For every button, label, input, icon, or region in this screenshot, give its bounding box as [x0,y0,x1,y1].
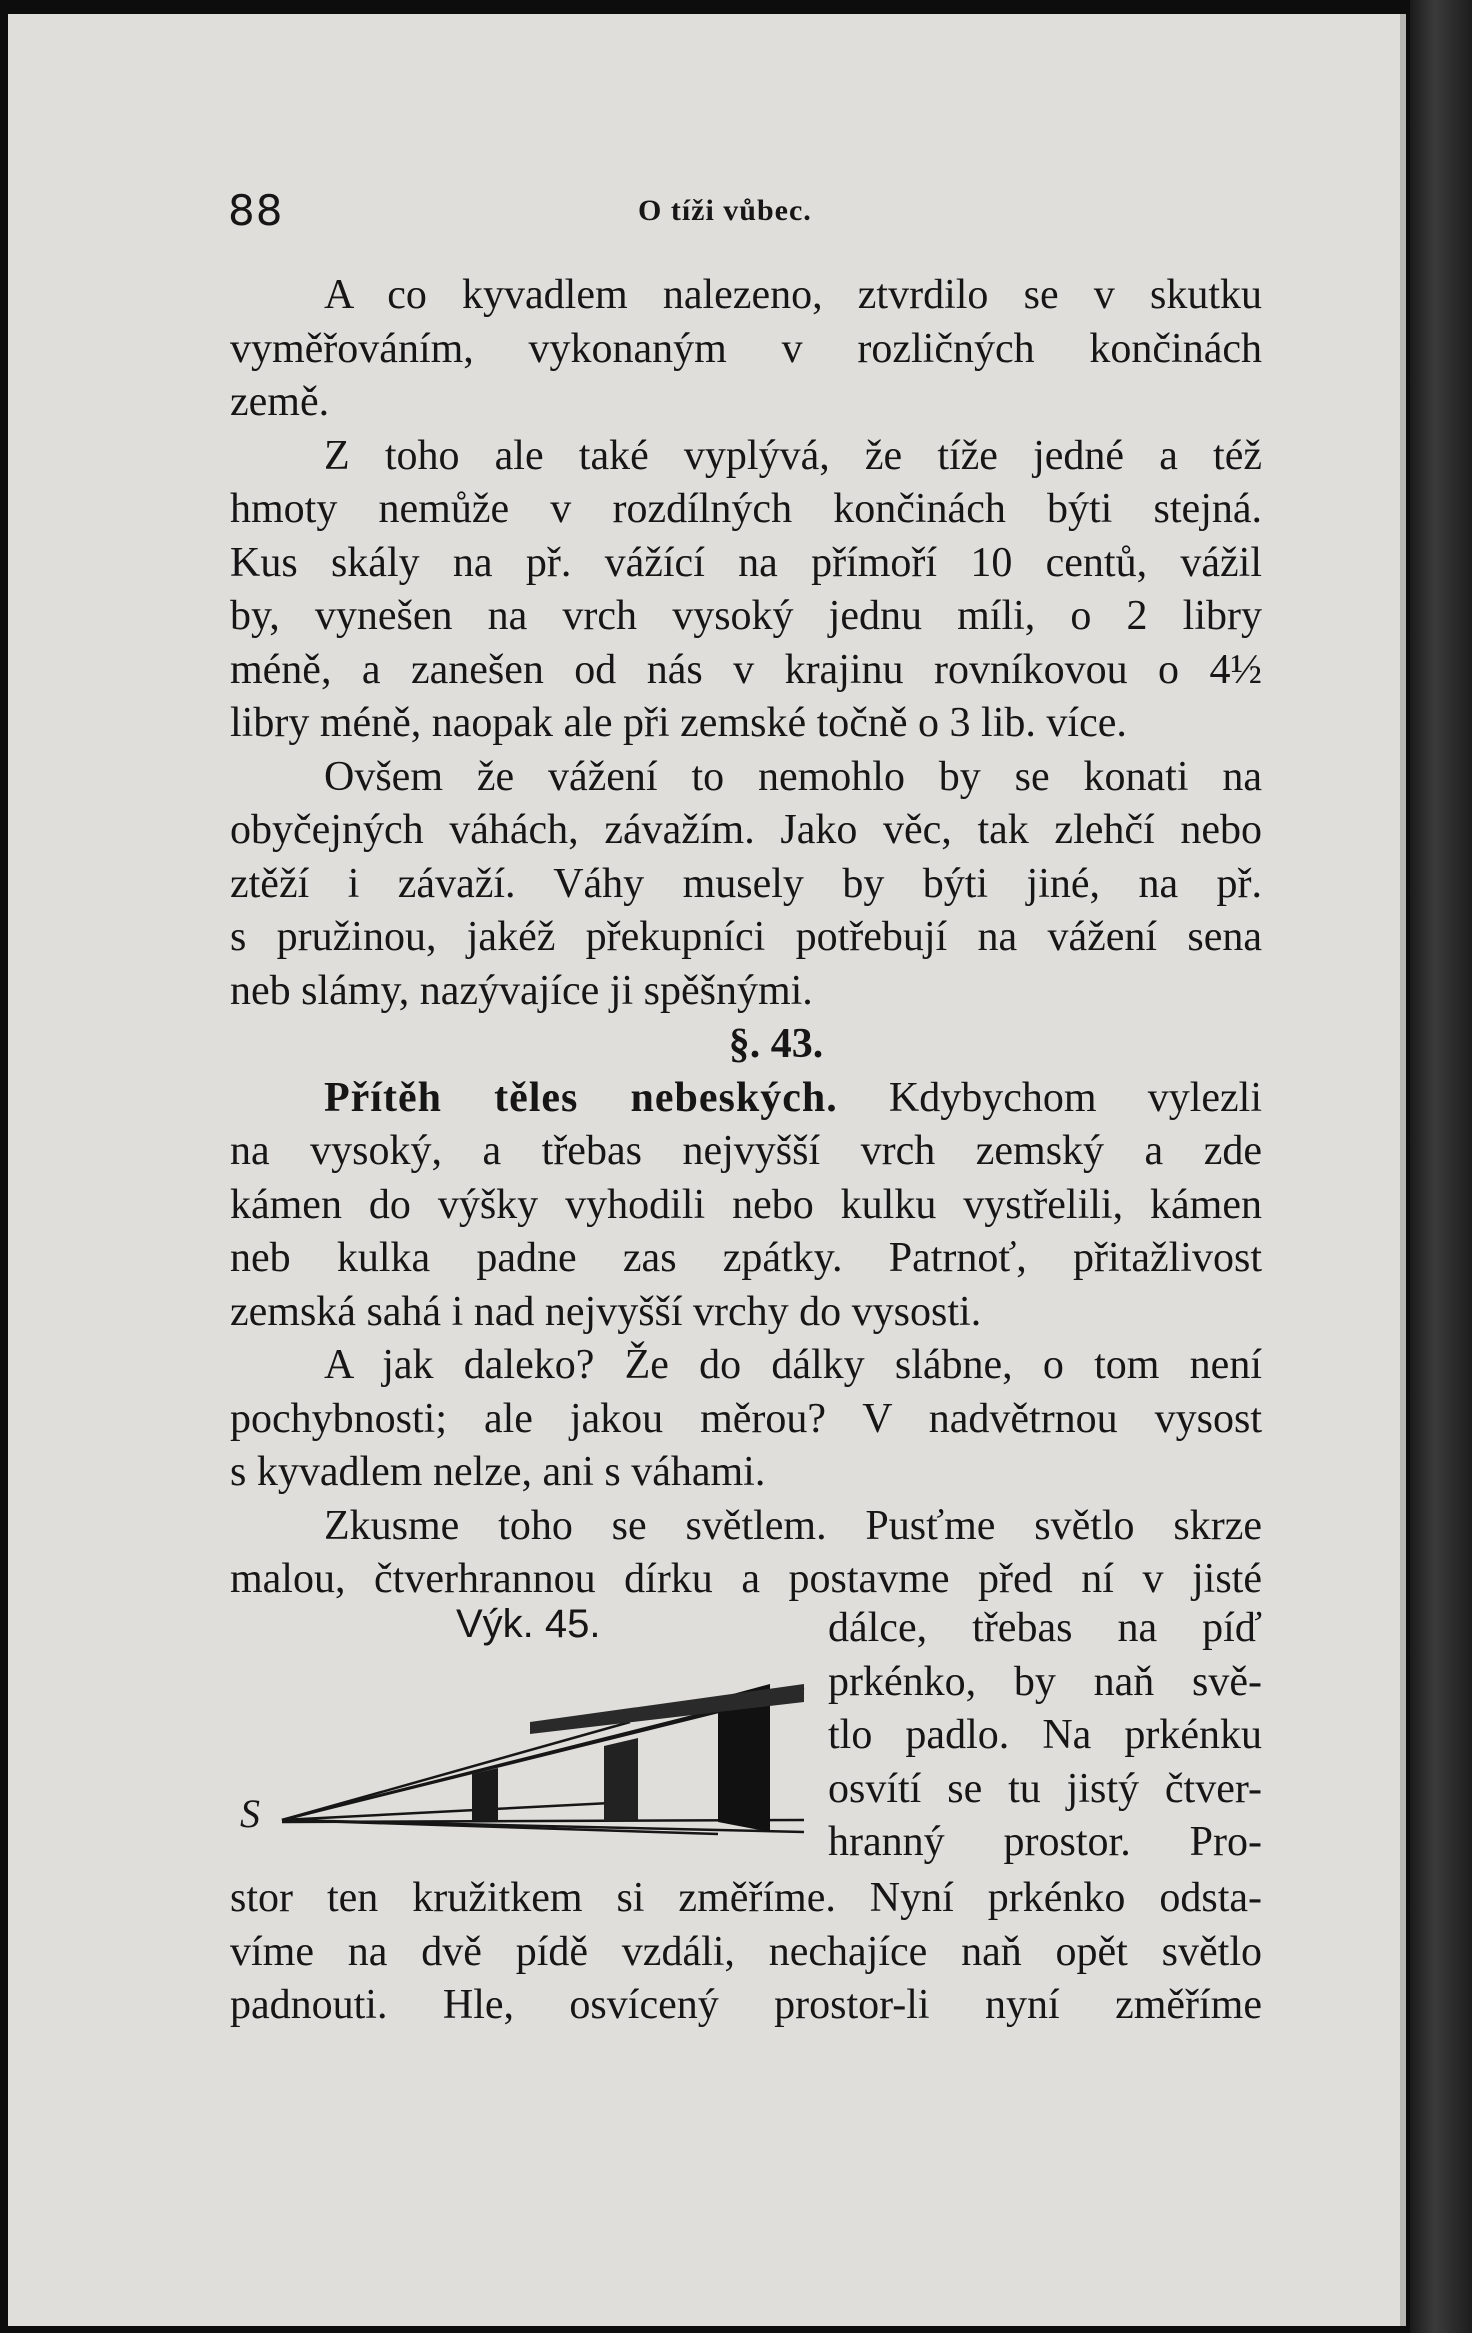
body-text-continued [230,1872,1262,2033]
book-page [8,14,1406,2326]
text-line: obyčejných váhách, závažím. Jako věc, tak zlehčí nebo [230,807,1262,853]
text-line: s pružinou, jakéž překupníci potřebují na vážení sena [230,914,1262,960]
text-line: osvítí se tu jistý čtver- [828,1765,1262,1812]
text-line [230,1072,1262,1126]
text-line: libry méně, naopak ale při zemské točně o 3 lib. více. [230,700,1127,746]
text-line: pochybnosti; ale jakou měrou? V nadvětrnou vysost [230,1395,1262,1442]
running-title: O tíži vůbec. [638,194,812,227]
text-line: méně, a zanešen od nás v krajinu rovníkovou o 4½ [230,646,1262,693]
book-edge [1410,0,1472,2333]
page-number: 88 [228,186,284,235]
text-line: kámen do výšky vyhodili nebo kulku vystřelili, kámen [230,1181,1262,1228]
text-line: A jak daleko? Že do dálky slábne, o tom není [324,1342,1262,1388]
body-text [230,269,1262,1607]
figure-caption: Výk. 45. [456,1602,601,1646]
text-line: Z toho ale také vyplývá, že tíže jedné a též [324,432,1262,479]
text-line: dálce, třebas na píď [828,1605,1262,1651]
text-line: s kyvadlem nelze, ani s váhami. [230,1449,766,1495]
text-line: Kus skály na př. vážící na přímoří 10 centů, vážil [230,539,1262,586]
text-line: víme na dvě pídě vzdáli, nechajíce naň opět světlo [230,1928,1262,1975]
text-line: zemská sahá i nad nejvyšší vrchy do vysosti. [230,1288,982,1335]
text-line: prkénko, by naň svě- [828,1658,1262,1705]
text-line: A co kyvadlem nalezeno, ztvrdilo se v skutku [324,272,1262,318]
near-screen [472,1768,498,1822]
light-projection-figure [230,1662,810,1872]
text-line: Ovšem že vážení to nemohlo by se konati na [324,753,1262,800]
middle-screen [604,1738,638,1821]
text-line: na vysoký, a třebas nejvyšší vrch zemský a zde [230,1128,1262,1174]
text-line: padnouti. Hle, osvícený prostor-li nyní změříme [230,1982,1262,2028]
text-line-rest: Kdybychom vylezli [888,1074,1262,1121]
text-line: země. [230,379,330,425]
text-line: malou, čtverhrannou dírku a postavme před ní v jisté [230,1556,1262,1602]
section-number: §. 43. [728,1021,824,1067]
section-heading: Přítěh těles nebeských. [324,1074,838,1121]
text-line: hmoty nemůže v rozdílných končinách býti stejná. [230,486,1262,532]
text-line: hranný prostor. Pro- [828,1819,1262,1865]
figure-block [230,1602,1262,1872]
text-line: Zkusme toho se světlem. Pusťme světlo skrze [324,1502,1262,1549]
text-line: vyměřováním, vykonaným v rozličných končinách [230,325,1262,372]
text-line: neb slámy, nazývajíce ji spěšnými. [230,967,813,1014]
text-line: stor ten kružitkem si změříme. Nyní prkénko odsta- [230,1875,1262,1921]
text-line: by, vynešen na vrch vysoký jednu míli, o 2 libry [230,593,1262,639]
figure-side-text [828,1602,1262,1870]
text-line: ztěží i závaží. Váhy musely by býti jiné, na př. [230,860,1262,907]
figure-label: S [240,1791,260,1836]
text-line: tlo padlo. Na prkénku [828,1712,1262,1758]
text-line: neb kulka padne zas zpátky. Patrnoť, přitažlivost [230,1235,1262,1281]
